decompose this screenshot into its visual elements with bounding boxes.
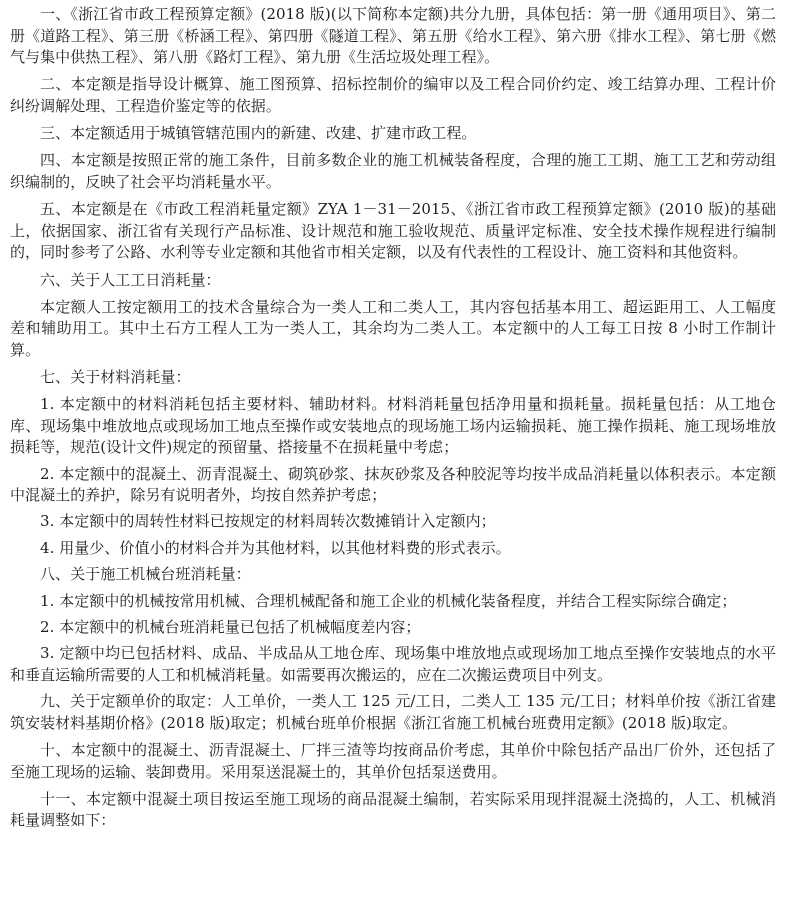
paragraph-2-basis: 二、本定额是指导设计概算、施工图预算、招标控制价的编审以及工程合同价约定、竣工结算办理、工程计价纠纷调解处理、工程造价鉴定等的依据。: [10, 75, 776, 115]
section-7-heading-materials: 七、关于材料消耗量：: [40, 368, 191, 387]
section-8-item-1: 1. 本定额中的机械按常用机械、合理机械配备和施工企业的机械化装备程度，并结合工程实际综合确定；: [40, 591, 737, 610]
section-8-item-3: 3. 定额中均已包括材料、成品、半成品从工地仓库、现场集中堆放地点或现场加工地点至操作安装地点的水平和垂直运输所需要的人工和机械消耗量。如需要再次搬运的，应在二次搬运费项目中列支。: [10, 644, 776, 684]
paragraph-4-conditions: 四、本定额是按照正常的施工条件，目前多数企业的施工机械装备程度，合理的施工工期、施工工艺和劳动组织编制的，反映了社会平均消耗量水平。: [10, 151, 776, 191]
section-7-item-4: 4. 用量少、价值小的材料合并为其他材料，以其他材料费的形式表示。: [40, 538, 511, 557]
section-8-heading-machinery: 八、关于施工机械台班消耗量：: [40, 564, 251, 583]
document-page: [10, 4, 776, 832]
section-8-item-2: 2. 本定额中的机械台班消耗量已包括了机械幅度差内容；: [40, 618, 421, 637]
section-6-labor-body: 本定额人工按定额用工的技术含量综合为一类人工和二类人工，其内容包括基本用工、超运距用工、人工幅度差和辅助用工。其中土石方工程人工为一类人工，其余均为二类人工。本定额中的人工每工日按 8 小时工作制计算。: [10, 297, 776, 359]
paragraph-1-volumes: 一、《浙江省市政工程预算定额》(2018 版)(以下简称本定额)共分九册，具体包括：第一册《通用项目》、第二册《道路工程》、第三册《桥涵工程》、第四册《隧道工程》、第五册《给水工程》、第六册《排水工程》、第七册《燃气与集中供热工程》、第八册《路灯工程》、第九册《生活垃圾处理工程》。: [10, 5, 776, 67]
section-7-item-3: 3. 本定额中的周转性材料已按规定的材料周转次数摊销计入定额内；: [40, 512, 496, 531]
paragraph-10-commercial-concrete: 十、本定额中的混凝土、沥青混凝土、厂拌三渣等均按商品价考虑，其单价中除包括产品出厂价外，还包括了至施工现场的运输、装卸费用。采用泵送混凝土的，其单价包括泵送费用。: [10, 740, 776, 781]
paragraph-3-scope: 三、本定额适用于城镇管辖范围内的新建、改建、扩建市政工程。: [40, 124, 477, 143]
paragraph-11-site-mixed-concrete: 十一、本定额中混凝土项目按运至施工现场的商品混凝土编制，若实际采用现拌混凝土浇捣的，人工、机械消耗量调整如下：: [10, 789, 776, 830]
paragraph-9-unit-prices: 九、关于定额单价的取定：人工单价，一类人工 125 元/工日，二类人工 135 元/工日；材料单价按《浙江省建筑安装材料基期价格》(2018 版)取定；机械台班单价根据《浙江省施工机械台班费用定额》(2018 版)取定。: [10, 692, 776, 732]
section-7-item-2: 2. 本定额中的混凝土、沥青混凝土、砌筑砂浆、抹灰砂浆及各种胶泥等均按半成品消耗量以体积表示。本定额中混凝土的养护，除另有说明者外，均按自然养护考虑；: [10, 464, 776, 505]
paragraph-5-references: 五、本定额是在《市政工程消耗量定额》ZYA 1－31－2015、《浙江省市政工程预算定额》(2010 版)的基础上，依据国家、浙江省有关现行产品标准、设计规范和施工验收规范、质量评定标准、安全技术操作规程进行编制的，同时参考了公路、水利等专业定额和其他省市相关定额，以及有代表性的工程设计、施工资料和其他资料。: [10, 200, 776, 262]
section-6-heading-labor: 六、关于人工工日消耗量：: [40, 270, 221, 289]
section-7-item-1: 1. 本定额中的材料消耗包括主要材料、辅助材料。材料消耗量包括净用量和损耗量。损耗量包括：从工地仓库、现场集中堆放地点或现场加工地点至操作或安装地点的现场施工场内运输损耗、施工操作损耗、施工现场堆放损耗等，规范(设计文件)规定的预留量、搭接量不在损耗量中考虑；: [10, 395, 776, 457]
